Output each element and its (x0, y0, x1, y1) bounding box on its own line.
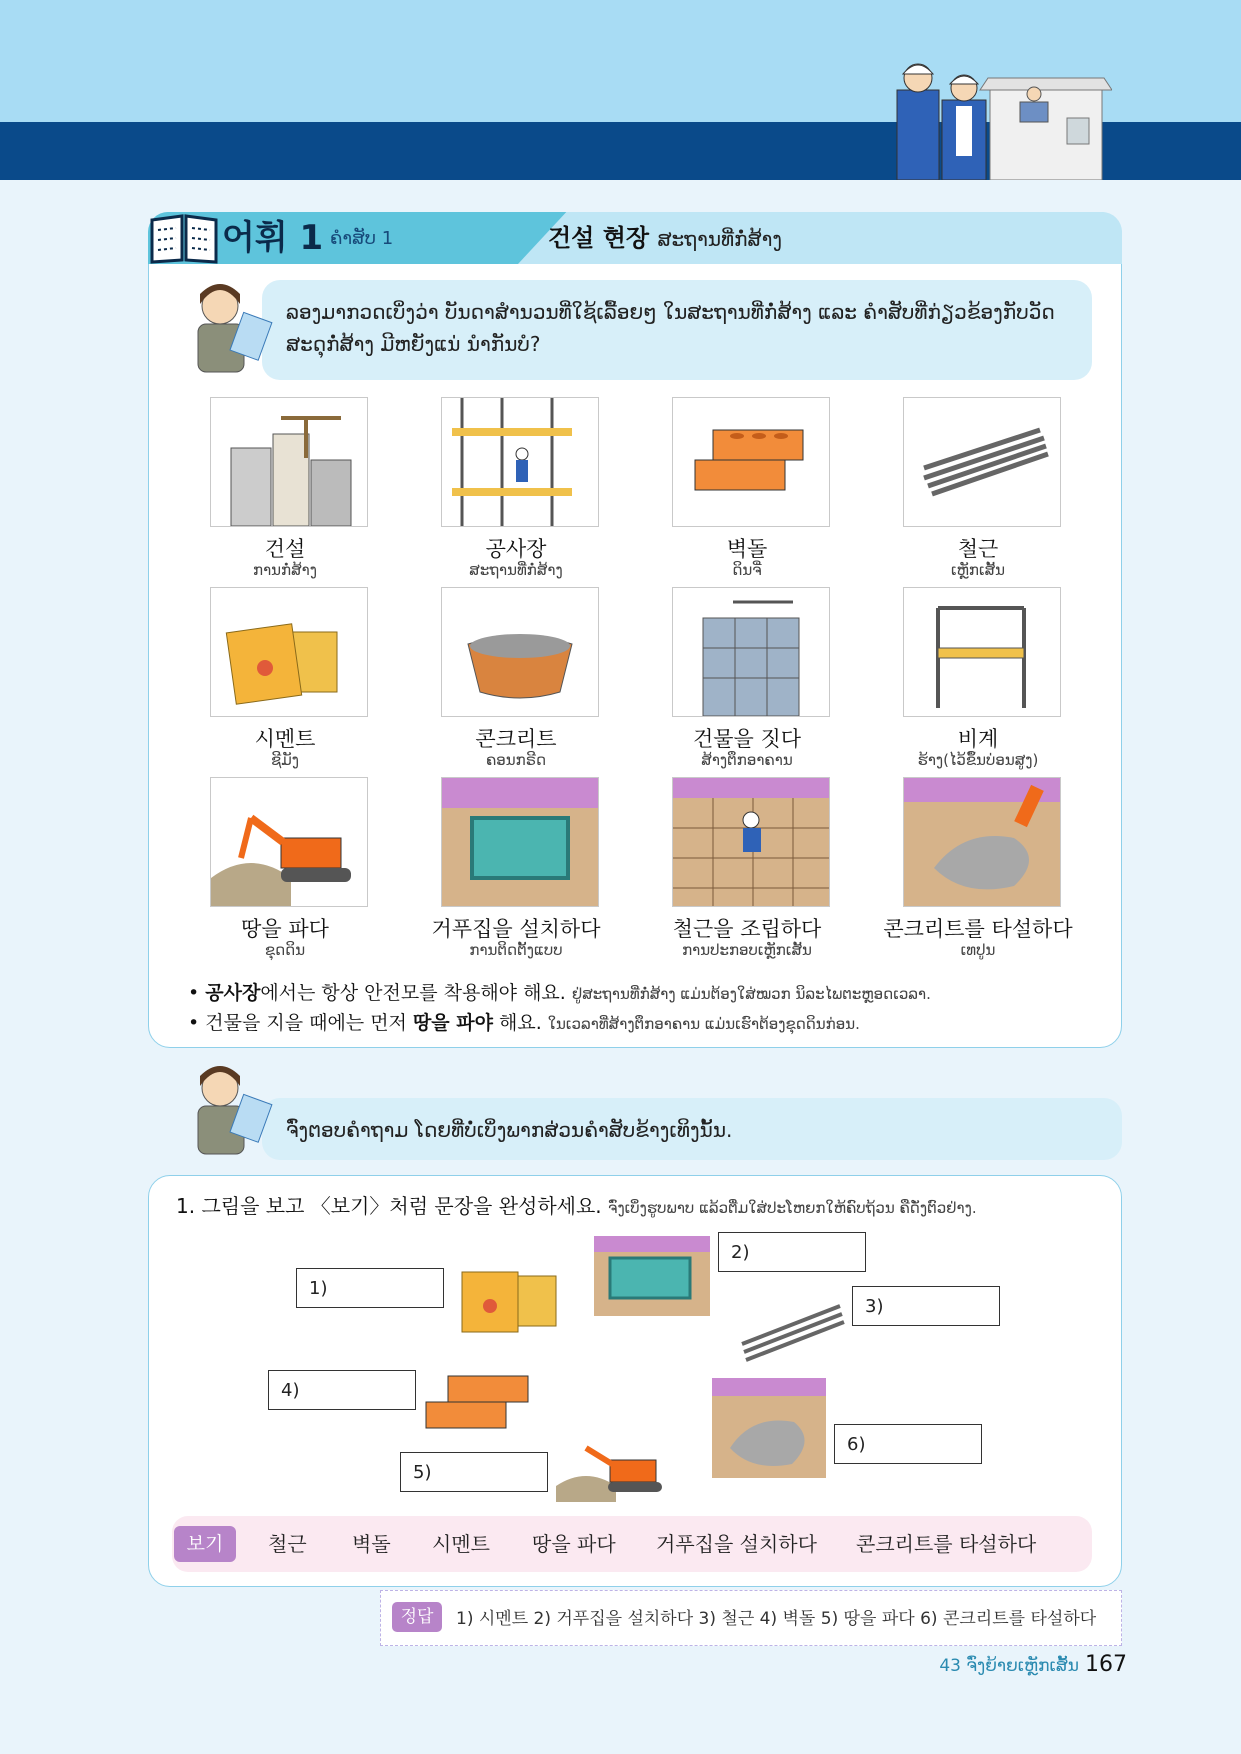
vocab-card (632, 777, 862, 967)
vocab-kr: 시멘트 (254, 727, 316, 751)
construction-icon (210, 397, 368, 527)
vocab-lo: ເທປູນ (960, 941, 996, 959)
page-number: 167 (1085, 1652, 1127, 1677)
vocab-card (863, 587, 1093, 777)
vocab-kr: 철근 (957, 537, 999, 561)
vocab-kr: 땅을 파다 (241, 917, 329, 941)
question-title-lao: ຈົ່ງເບິ່ງຮູບພາບ ແລ້ວຕື່ມໃສ່ປະໂຫຍກໃຫ້ຄົບຖ້ວນ ຄືດັ່ງຕົວຢ່າງ. (608, 1199, 977, 1217)
answer-field-2[interactable]: 2) (718, 1232, 866, 1272)
section-label: 어휘 1 (222, 218, 324, 258)
topic-title (548, 212, 782, 264)
concrete-icon (441, 587, 599, 717)
example-lao: ຢູ່ສະຖານທີ່ກໍ່ສ້າງ ແມ່ນຕ້ອງໃສ່ໝວກ ນິລະໄພຕະຫຼອດເວລາ. (571, 985, 931, 1003)
example-sentence: • 공사장에서는 항상 안전모를 착용해야 해요. ຢູ່ສະຖານທີ່ກໍ່ສ້າງ ແມ່ນຕ້ອງໃສ່ໝວກ ນິລະໄພຕະຫຼອດເວລາ. (188, 982, 931, 1004)
chapter-title: 43 ຈົ່ງຍ້າຍເຫຼັກເສັ້ນ (939, 1656, 1079, 1676)
bogi-word: 거푸집을 설치하다 (656, 1532, 817, 1556)
answer-field-3[interactable]: 3) (852, 1286, 1000, 1326)
rebar-icon (736, 1290, 846, 1362)
bogi-word: 시멘트 (432, 1532, 490, 1556)
answer-field-1[interactable]: 1) (296, 1268, 444, 1308)
rebar-icon (903, 397, 1061, 527)
vocab-kr: 건설 (264, 537, 306, 561)
construction-site-icon (441, 397, 599, 527)
example-bold: 땅을 파야 (412, 1012, 493, 1034)
vocab-card (170, 397, 400, 587)
vocab-lo: ຮ້າງ(ໄວ້ຂຶ້ນບ່ອນສູງ) (917, 751, 1039, 769)
answer-field-6[interactable]: 6) (834, 1424, 982, 1464)
teacher-icon (180, 276, 276, 376)
answer-key-label: 정답 (392, 1602, 442, 1632)
page-footer (939, 1652, 1127, 1677)
vocab-lo: ການຕິດຕັ້ງແບບ (469, 941, 563, 959)
vocab-lo: ຂຸດດິນ (264, 941, 306, 959)
vocab-card (401, 587, 631, 777)
example-rest: 해요. (492, 1012, 542, 1034)
example-pre: 건물을 지을 때에는 먼저 (205, 1012, 413, 1034)
cement-icon (210, 587, 368, 717)
pour-concrete-icon (903, 777, 1061, 907)
bogi-word: 땅을 파다 (532, 1532, 616, 1556)
vocab-lo: ເຫຼັກເສັ້ນ (950, 561, 1006, 579)
question-title (176, 1190, 977, 1219)
workers-illustration (872, 30, 1112, 180)
example-lao: ໃນເວລາທີ່ສ້າງຕຶກອາຄານ ແມ່ນເຮົາຕ້ອງຂຸດດິນກ່ອນ. (547, 1015, 860, 1033)
vocab-lo: ສະຖານທີ່ກໍ່ສ້າງ (469, 561, 563, 579)
brick-icon (420, 1370, 532, 1436)
vocab-lo: ການກໍ່ສ້າງ (253, 561, 317, 579)
question-title-kr: 1. 그림을 보고 〈보기〉처럼 문장을 완성하세요. (176, 1194, 602, 1218)
vocab-card (632, 587, 862, 777)
example-bold: 공사장 (205, 982, 261, 1004)
vocab-card (632, 397, 862, 587)
instruction-text: ຈົ່ງຕອບຄຳຖາມ ໂດຍທີ່ບໍ່ເບິ່ງພາກສ່ວນຄຳສັບຂ້າງເທິງນັ້ນ. (286, 1118, 733, 1142)
vocab-card (401, 777, 631, 967)
topic-kr: 건설 현장 (548, 224, 650, 252)
bogi-word: 벽돌 (352, 1532, 391, 1556)
vocab-card (863, 397, 1093, 587)
vocab-kr: 건물을 짓다 (692, 727, 802, 751)
teacher-icon (180, 1058, 276, 1158)
answer-field-5[interactable]: 5) (400, 1452, 548, 1492)
excavator-icon (210, 777, 368, 907)
vocab-card (401, 397, 631, 587)
vocab-kr: 콘크리트를 타설하다 (883, 917, 1073, 941)
section-sub-label: ຄຳສັບ 1 (330, 228, 394, 249)
rebar-assembly-icon (672, 777, 830, 907)
example-rest: 에서는 항상 안전모를 착용해야 해요. (260, 982, 566, 1004)
topic-lao: ສະຖານທີ່ກໍ່ສ້າງ (657, 227, 783, 251)
example-label: 보기 (174, 1526, 236, 1562)
vocab-lo: ສ້າງຕຶກອາຄານ (701, 751, 793, 769)
vocab-card (170, 587, 400, 777)
building-icon (672, 587, 830, 717)
answer-key-text: 1) 시멘트 2) 거푸집을 설치하다 3) 철근 4) 벽돌 5) 땅을 파다 6) 콘크리트를 타설하다 (456, 1609, 1097, 1629)
vocab-kr: 철근을 조립하다 (672, 917, 822, 941)
cement-icon (456, 1262, 560, 1338)
vocab-lo: ຄອນກຣີດ (485, 751, 547, 769)
bogi-word: 철근 (268, 1532, 307, 1556)
book-icon (148, 212, 220, 266)
example-sentence: • 건물을 지을 때에는 먼저 땅을 파야 해요. ໃນເວລາທີ່ສ້າງຕຶກອາຄານ ແມ່ນເຮົາຕ້ອງຂຸດດິນກ່ອນ. (188, 1012, 860, 1034)
vocab-kr: 벽돌 (726, 537, 768, 561)
vocab-lo: ດິນຈີ່ (732, 561, 762, 579)
vocab-kr: 공사장 (485, 537, 547, 561)
bogi-word: 콘크리트를 타설하다 (856, 1532, 1037, 1556)
formwork-icon (594, 1236, 710, 1316)
vocab-lo: ຊີມັງ (270, 751, 299, 769)
vocab-lo: ການປະກອບເຫຼັກເສັ້ນ (682, 941, 812, 959)
answer-field-4[interactable]: 4) (268, 1370, 416, 1410)
vocab-card (863, 777, 1093, 967)
brick-icon (672, 397, 830, 527)
vocab-kr: 비계 (957, 727, 999, 751)
vocab-kr: 콘크리트 (475, 727, 557, 751)
intro-text: ລອງມາກວດເບິ່ງວ່າ ບັນດາສຳນວນທີ່ໃຊ້ເລື້ອຍໆ ໃນສະຖານທີ່ກໍ່ສ້າງ ແລະ ຄຳສັບທີ່ກ່ຽວຂ້ອງກັບວັດສະດຸກໍ່ສ້າງ ມີຫຍັງແນ່ ນຳກັນບໍ? (286, 300, 1055, 356)
vocab-card (170, 777, 400, 967)
formwork-icon (441, 777, 599, 907)
excavator-icon (556, 1430, 670, 1502)
scaffold-icon (903, 587, 1061, 717)
pour-concrete-icon (712, 1378, 826, 1478)
vocab-kr: 거푸집을 설치하다 (431, 917, 601, 941)
